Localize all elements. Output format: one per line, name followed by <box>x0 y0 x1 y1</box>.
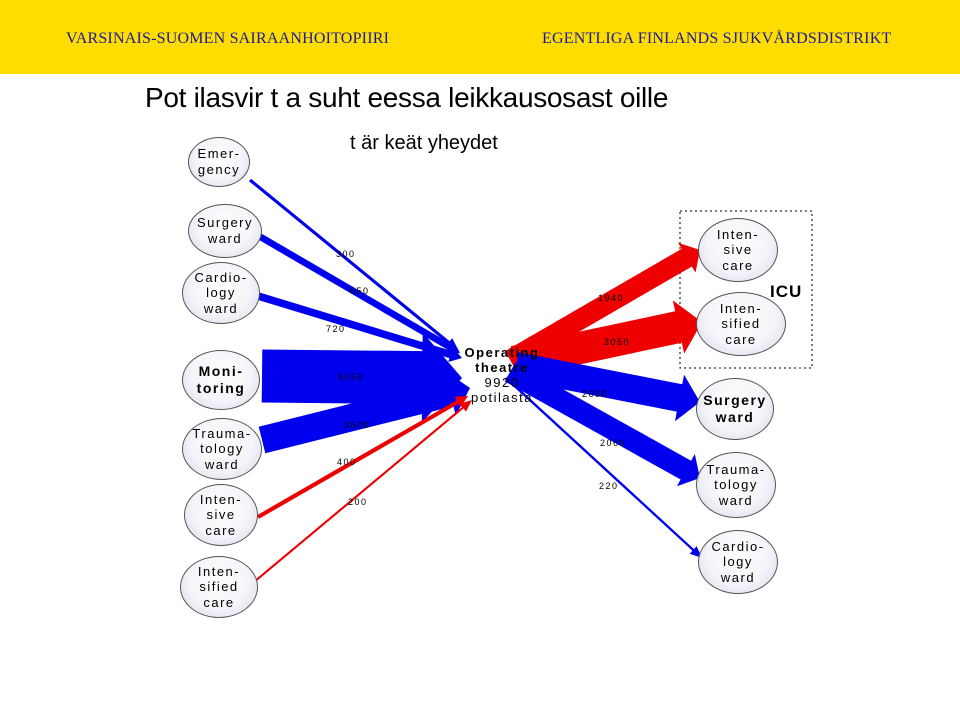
outflow-label-traumatology-ward: 2060 <box>600 438 627 448</box>
source-node-cardiology-ward: Cardio- logy ward <box>182 262 260 324</box>
page-subtitle: t är keät yheydet <box>350 132 498 154</box>
inflow-label-cardiology-ward: 720 <box>326 324 346 334</box>
operating-theatre-line2: theatre <box>475 359 529 375</box>
outflow-label-cardiology-ward: 220 <box>599 481 619 491</box>
source-node-intensive-care: Inten- sive care <box>184 484 258 546</box>
operating-theatre-unit: potilasta <box>471 389 533 405</box>
header-left-text: VARSINAIS-SUOMEN SAIRAANHOITOPIIRI <box>66 30 390 47</box>
source-node-emergency: Emer- gency <box>188 137 250 187</box>
destination-node-intensive-care: Inten- sive care <box>698 218 778 282</box>
source-node-monitoring: Moni- toring <box>182 350 260 410</box>
inflow-label-monitoring: 5050 <box>338 372 365 382</box>
icu-label: ICU <box>770 282 803 301</box>
page-title: Pot ilasvir t a suht eessa leikkausosast oille <box>145 82 669 113</box>
inflow-label-intensified-care: 200 <box>348 497 368 507</box>
destination-node-traumatology-ward: Trauma- tology ward <box>696 452 776 518</box>
operating-theatre-node <box>454 346 550 406</box>
outflow-label-surgery-ward: 2650 <box>582 389 609 399</box>
operating-theatre-line1: Operating <box>464 345 540 360</box>
destination-node-surgery-ward: Surgery ward <box>696 378 774 440</box>
inflow-label-surgery-ward: 650 <box>350 286 370 296</box>
inflow-label-intensive-care: 400 <box>337 457 357 467</box>
destination-node-cardiology-ward: Cardio- logy ward <box>698 530 778 594</box>
header-right-text: EGENTLIGA FINLANDS SJUKVÅRDSDISTRIKT <box>542 30 892 47</box>
outflow-label-intensified-care: 3050 <box>604 337 631 347</box>
inflow-label-emergency: 300 <box>336 249 356 259</box>
outflow-label-intensive-care: 1940 <box>598 293 625 303</box>
source-node-traumatology-ward: Trauma- tology ward <box>182 418 262 480</box>
operating-theatre-count: 9920 <box>484 374 520 390</box>
source-node-surgery-ward: Surgery ward <box>188 204 262 258</box>
source-node-intensified-care: Inten- sified care <box>180 556 258 618</box>
inflow-label-traumatology-ward: 2600 <box>344 420 371 430</box>
destination-node-intensified-care: Inten- sified care <box>696 292 786 356</box>
